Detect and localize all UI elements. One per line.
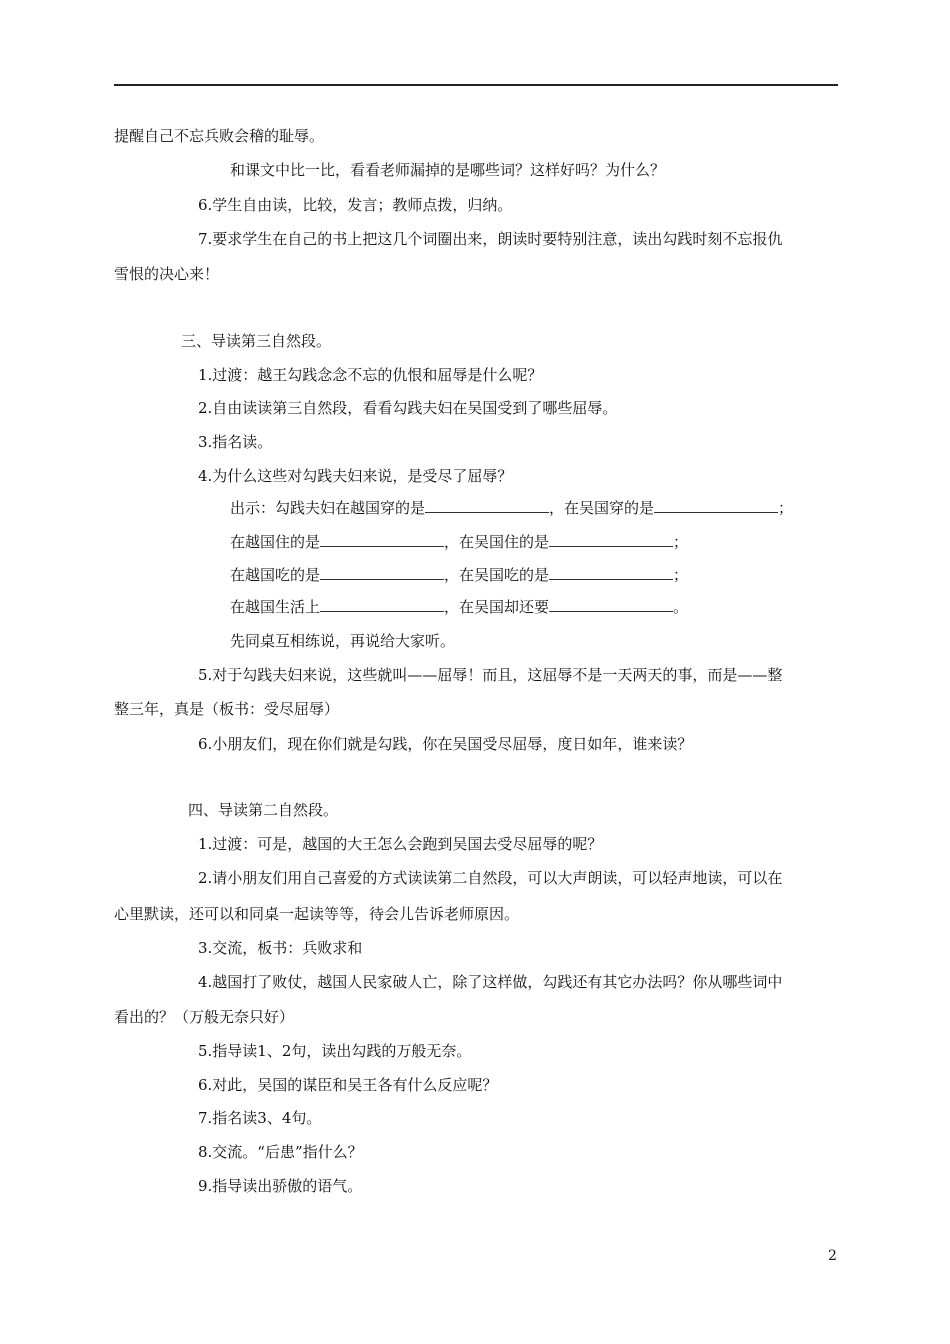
- fill-blank-row: [230, 597, 688, 617]
- page-number: 2: [828, 1248, 837, 1264]
- section-heading: 三、导读第三自然段。: [181, 332, 332, 350]
- paragraph-line: 2.自由读读第三自然段，看看勾践夫妇在吴国受到了哪些屈辱。: [198, 399, 618, 417]
- fill-text: 出示：勾践夫妇在越国穿的是: [230, 499, 426, 517]
- paragraph-line: 4.越国打了败仗，越国人民家破人亡，除了这样做，勾践还有其它办法吗？你从哪些词中: [198, 973, 783, 991]
- fill-text: 在越国住的是: [230, 533, 321, 551]
- paragraph-line: 9.指导读出骄傲的语气。: [198, 1177, 363, 1195]
- paragraph-line: 7.要求学生在自己的书上把这几个词圈出来，朗读时要特别注意，读出勾践时刻不忘报仇: [198, 230, 783, 248]
- blank-line: [654, 498, 778, 513]
- fill-punct: 。: [673, 598, 689, 616]
- fill-text: ，在吴国却还要: [444, 598, 550, 616]
- fill-text: 在越国吃的是: [230, 566, 321, 584]
- paragraph-line: 6.对此，吴国的谋臣和吴王各有什么反应呢？: [198, 1076, 498, 1094]
- paragraph-line: 心里默读，还可以和同桌一起读等等，待会儿告诉老师原因。: [114, 905, 520, 923]
- fill-punct: ；: [673, 566, 689, 584]
- paragraph-line: 2.请小朋友们用自己喜爱的方式读读第二自然段，可以大声朗读，可以轻声地读，可以在: [198, 869, 783, 887]
- paragraph-line: 3.交流，板书：兵败求和: [198, 939, 363, 957]
- header-rule: [114, 84, 838, 86]
- blank-line: [549, 565, 673, 580]
- fill-text: ，在吴国吃的是: [444, 566, 550, 584]
- paragraph-line: 5.指导读1、2句，读出勾践的万般无奈。: [198, 1042, 472, 1060]
- section-heading: 四、导读第二自然段。: [188, 801, 339, 819]
- blank-line: [320, 532, 444, 547]
- blank-line: [320, 565, 444, 580]
- paragraph-line: 3.指名读。: [198, 433, 273, 451]
- paragraph-line: 7.指名读3、4句。: [198, 1109, 322, 1127]
- paragraph-line: 5.对于勾践夫妇来说，这些就叫——屈辱！而且，这屈辱不是一天两天的事，而是——整: [198, 666, 783, 684]
- fill-text: 在越国生活上: [230, 598, 321, 616]
- blank-line: [549, 597, 673, 612]
- blank-line: [320, 597, 444, 612]
- fill-blank-row: [230, 532, 688, 552]
- paragraph-line: 整三年，真是（板书：受尽屈辱）: [114, 700, 340, 718]
- blank-line: [425, 498, 549, 513]
- fill-text: ，在吴国穿的是: [549, 499, 655, 517]
- paragraph-line: 6.学生自由读，比较，发言；教师点拨，归纳。: [198, 196, 513, 214]
- paragraph-line: 先同桌互相练说，再说给大家听。: [230, 632, 456, 650]
- paragraph-line: 和课文中比一比，看看老师漏掉的是哪些词？这样好吗？为什么？: [230, 161, 666, 179]
- paragraph-line: 1.过渡：越王勾践念念不忘的仇恨和屈辱是什么呢？: [198, 366, 543, 384]
- blank-line: [549, 532, 673, 547]
- paragraph-line: 看出的？（万般无奈只好）: [114, 1008, 295, 1026]
- paragraph-line: 4.为什么这些对勾践夫妇来说，是受尽了屈辱？: [198, 467, 513, 485]
- fill-text: ，在吴国住的是: [444, 533, 550, 551]
- fill-punct: ；: [778, 499, 794, 517]
- paragraph-line: 8.交流。“后患”指什么？: [198, 1143, 363, 1161]
- paragraph-line: 1.过渡：可是，越国的大王怎么会跑到吴国去受尽屈辱的呢？: [198, 835, 603, 853]
- fill-punct: ；: [673, 533, 689, 551]
- paragraph-line: 雪恨的决心来！: [114, 265, 220, 283]
- fill-blank-row: [230, 565, 688, 585]
- paragraph-line: 提醒自己不忘兵败会稽的耻辱。: [114, 127, 325, 145]
- paragraph-line: 6.小朋友们，现在你们就是勾践，你在吴国受尽屈辱，度日如年，谁来读？: [198, 735, 693, 753]
- fill-blank-row: [230, 498, 793, 518]
